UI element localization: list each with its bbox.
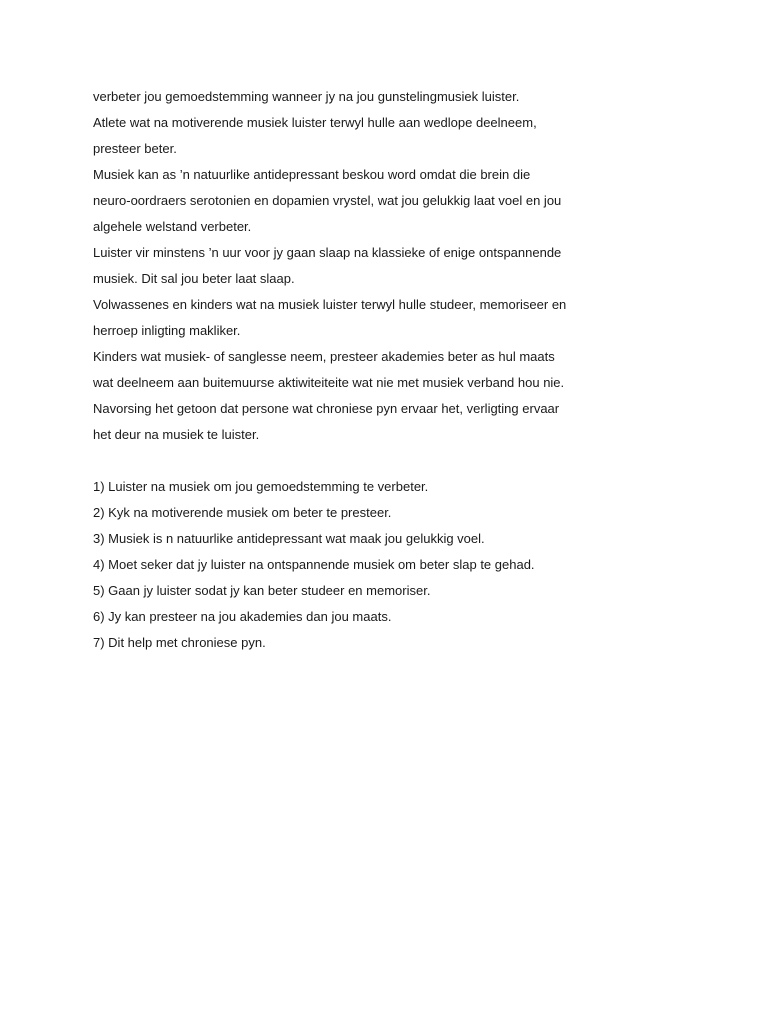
text-line: musiek. Dit sal jou beter laat slaap. bbox=[93, 271, 295, 286]
list-item: 3) Musiek is n natuurlike antidepressant wat maak jou gelukkig voel. bbox=[93, 531, 485, 546]
text-line: neuro-oordraers serotonien en dopamien vrystel, wat jou gelukkig laat voel en jou bbox=[93, 193, 562, 208]
list-item: 6) Jy kan presteer na jou akademies dan jou maats. bbox=[93, 609, 392, 624]
list-item: 7) Dit help met chroniese pyn. bbox=[93, 635, 266, 650]
text-line: algehele welstand verbeter. bbox=[93, 219, 252, 234]
text-line: Kinders wat musiek- of sanglesse neem, presteer akademies beter as hul maats bbox=[93, 349, 555, 364]
numbered-list bbox=[93, 474, 693, 656]
text-line: Atlete wat na motiverende musiek luister terwyl hulle aan wedlope deelneem, bbox=[93, 115, 537, 130]
blank-line bbox=[93, 448, 693, 474]
text-line: Musiek kan as ’n natuurlike antidepressant beskou word omdat die brein die bbox=[93, 167, 531, 182]
text-line: Luister vir minstens ’n uur voor jy gaan slaap na klassieke of enige ontspannende bbox=[93, 245, 562, 260]
list-item: 2) Kyk na motiverende musiek om beter te presteer. bbox=[93, 505, 392, 520]
list-item: 1) Luister na musiek om jou gemoedstemming te verbeter. bbox=[93, 479, 429, 494]
list-item: 5) Gaan jy luister sodat jy kan beter studeer en memoriser. bbox=[93, 583, 431, 598]
text-line: presteer beter. bbox=[93, 141, 177, 156]
text-line: wat deelneem aan buitemuurse aktiwiteiteite wat nie met musiek verband hou nie. bbox=[93, 375, 565, 390]
list-item: 4) Moet seker dat jy luister na ontspannende musiek om beter slap te gehad. bbox=[93, 557, 535, 572]
text-line: herroep inligting makliker. bbox=[93, 323, 241, 338]
text-line: Navorsing het getoon dat persone wat chroniese pyn ervaar het, verligting ervaar bbox=[93, 401, 560, 416]
document-page bbox=[93, 84, 693, 656]
text-line: verbeter jou gemoedstemming wanneer jy na jou gunstelingmusiek luister. bbox=[93, 89, 520, 104]
text-line: Volwassenes en kinders wat na musiek luister terwyl hulle studeer, memoriseer en bbox=[93, 297, 567, 312]
body-paragraphs bbox=[93, 84, 693, 448]
text-line: het deur na musiek te luister. bbox=[93, 427, 260, 442]
